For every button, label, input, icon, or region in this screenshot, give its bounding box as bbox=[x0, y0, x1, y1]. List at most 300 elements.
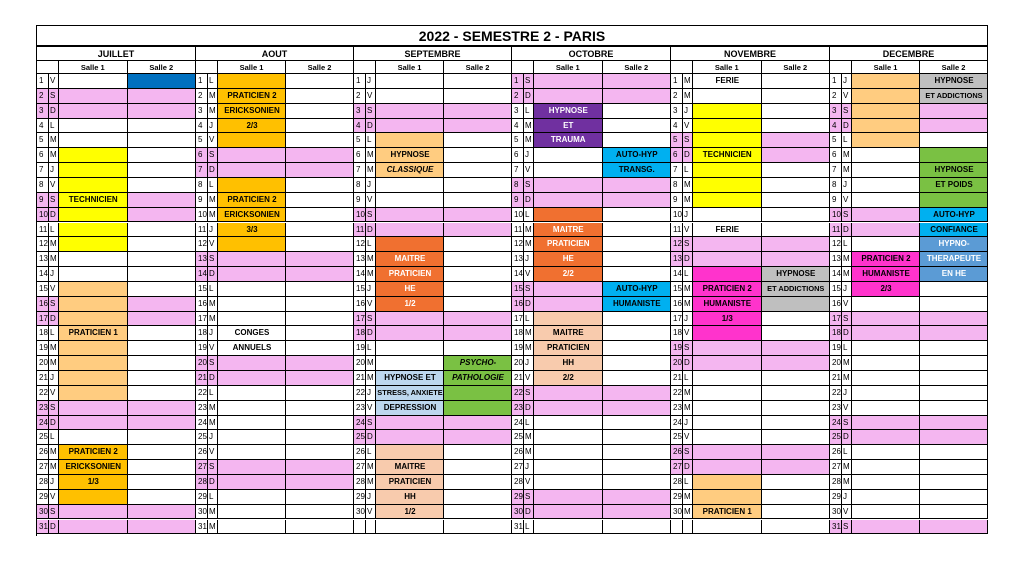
slot-salle-1[interactable] bbox=[59, 416, 128, 431]
slot-salle-2[interactable] bbox=[762, 74, 831, 89]
slot-salle-1[interactable] bbox=[59, 223, 128, 238]
slot-salle-1[interactable] bbox=[693, 208, 762, 223]
slot-salle-1[interactable] bbox=[218, 356, 286, 371]
slot-salle-1[interactable] bbox=[376, 505, 444, 520]
slot-salle-1[interactable] bbox=[534, 208, 603, 223]
slot-salle-1[interactable] bbox=[693, 104, 762, 119]
slot-salle-2[interactable] bbox=[444, 89, 512, 104]
slot-salle-1[interactable] bbox=[534, 163, 603, 178]
slot-salle-1[interactable] bbox=[376, 178, 444, 193]
slot-salle-1[interactable] bbox=[218, 237, 286, 252]
slot-salle-1[interactable] bbox=[218, 89, 286, 104]
slot-salle-2[interactable] bbox=[762, 193, 831, 208]
slot-salle-1[interactable] bbox=[852, 386, 920, 401]
slot-salle-2[interactable] bbox=[286, 237, 354, 252]
slot-salle-2[interactable] bbox=[762, 163, 831, 178]
slot-salle-1[interactable] bbox=[218, 252, 286, 267]
slot-salle-1[interactable] bbox=[693, 148, 762, 163]
slot-salle-1[interactable] bbox=[852, 520, 920, 535]
slot-salle-2[interactable] bbox=[920, 282, 988, 297]
slot-salle-1[interactable] bbox=[218, 119, 286, 134]
slot-salle-2[interactable] bbox=[762, 416, 831, 431]
slot-salle-2[interactable] bbox=[603, 475, 672, 490]
slot-salle-1[interactable] bbox=[59, 208, 128, 223]
slot-salle-2[interactable] bbox=[128, 148, 197, 163]
slot-salle-2[interactable] bbox=[444, 341, 512, 356]
slot-salle-2[interactable] bbox=[920, 89, 988, 104]
slot-salle-2[interactable] bbox=[762, 312, 831, 327]
slot-salle-2[interactable] bbox=[762, 252, 831, 267]
slot-salle-1[interactable] bbox=[218, 282, 286, 297]
slot-salle-2[interactable] bbox=[444, 193, 512, 208]
slot-salle-2[interactable] bbox=[603, 237, 672, 252]
slot-salle-1[interactable] bbox=[218, 193, 286, 208]
slot-salle-2[interactable] bbox=[128, 326, 197, 341]
slot-salle-1[interactable] bbox=[534, 520, 603, 535]
slot-salle-2[interactable] bbox=[444, 386, 512, 401]
slot-salle-1[interactable] bbox=[59, 490, 128, 505]
slot-salle-2[interactable] bbox=[286, 341, 354, 356]
slot-salle-1[interactable] bbox=[218, 386, 286, 401]
slot-salle-1[interactable] bbox=[693, 119, 762, 134]
slot-salle-2[interactable] bbox=[286, 163, 354, 178]
slot-salle-1[interactable] bbox=[218, 401, 286, 416]
slot-salle-1[interactable] bbox=[376, 460, 444, 475]
slot-salle-1[interactable] bbox=[218, 74, 286, 89]
slot-salle-2[interactable] bbox=[444, 148, 512, 163]
slot-salle-1[interactable] bbox=[534, 356, 603, 371]
slot-salle-1[interactable] bbox=[218, 416, 286, 431]
slot-salle-2[interactable] bbox=[286, 520, 354, 535]
slot-salle-2[interactable] bbox=[286, 430, 354, 445]
slot-salle-1[interactable] bbox=[852, 89, 920, 104]
slot-salle-1[interactable] bbox=[59, 401, 128, 416]
slot-salle-1[interactable] bbox=[693, 460, 762, 475]
slot-salle-1[interactable] bbox=[693, 445, 762, 460]
slot-salle-1[interactable] bbox=[218, 312, 286, 327]
slot-salle-2[interactable] bbox=[603, 445, 672, 460]
slot-salle-1[interactable] bbox=[852, 208, 920, 223]
slot-salle-1[interactable] bbox=[852, 371, 920, 386]
slot-salle-1[interactable] bbox=[376, 74, 444, 89]
slot-salle-2[interactable] bbox=[128, 193, 197, 208]
slot-salle-1[interactable] bbox=[376, 267, 444, 282]
slot-salle-2[interactable] bbox=[762, 104, 831, 119]
slot-salle-1[interactable] bbox=[693, 520, 762, 535]
slot-salle-1[interactable] bbox=[59, 104, 128, 119]
slot-salle-1[interactable] bbox=[376, 445, 444, 460]
slot-salle-2[interactable] bbox=[762, 267, 831, 282]
slot-salle-1[interactable] bbox=[376, 148, 444, 163]
slot-salle-2[interactable] bbox=[920, 520, 988, 535]
slot-salle-2[interactable] bbox=[128, 356, 197, 371]
slot-salle-1[interactable] bbox=[852, 223, 920, 238]
slot-salle-2[interactable] bbox=[128, 430, 197, 445]
slot-salle-2[interactable] bbox=[286, 401, 354, 416]
slot-salle-1[interactable] bbox=[852, 356, 920, 371]
slot-salle-2[interactable] bbox=[128, 386, 197, 401]
slot-salle-1[interactable] bbox=[59, 74, 128, 89]
slot-salle-1[interactable] bbox=[534, 133, 603, 148]
slot-salle-1[interactable] bbox=[852, 237, 920, 252]
slot-salle-2[interactable] bbox=[128, 416, 197, 431]
slot-salle-2[interactable] bbox=[762, 89, 831, 104]
slot-salle-1[interactable] bbox=[376, 119, 444, 134]
slot-salle-1[interactable] bbox=[376, 520, 444, 535]
slot-salle-2[interactable] bbox=[603, 282, 672, 297]
slot-salle-2[interactable] bbox=[286, 460, 354, 475]
slot-salle-1[interactable] bbox=[534, 401, 603, 416]
slot-salle-2[interactable] bbox=[762, 297, 831, 312]
slot-salle-2[interactable] bbox=[444, 430, 512, 445]
slot-salle-1[interactable] bbox=[693, 193, 762, 208]
slot-salle-2[interactable] bbox=[762, 475, 831, 490]
slot-salle-1[interactable] bbox=[534, 74, 603, 89]
slot-salle-1[interactable] bbox=[534, 490, 603, 505]
slot-salle-1[interactable] bbox=[218, 297, 286, 312]
slot-salle-2[interactable] bbox=[444, 208, 512, 223]
slot-salle-2[interactable] bbox=[603, 341, 672, 356]
slot-salle-2[interactable] bbox=[762, 341, 831, 356]
slot-salle-1[interactable] bbox=[693, 326, 762, 341]
slot-salle-2[interactable] bbox=[762, 401, 831, 416]
slot-salle-2[interactable] bbox=[444, 267, 512, 282]
slot-salle-1[interactable] bbox=[218, 490, 286, 505]
slot-salle-2[interactable] bbox=[920, 475, 988, 490]
slot-salle-1[interactable] bbox=[693, 163, 762, 178]
slot-salle-2[interactable] bbox=[286, 89, 354, 104]
slot-salle-1[interactable] bbox=[534, 178, 603, 193]
slot-salle-2[interactable] bbox=[920, 505, 988, 520]
slot-salle-2[interactable] bbox=[444, 133, 512, 148]
slot-salle-1[interactable] bbox=[693, 297, 762, 312]
slot-salle-2[interactable] bbox=[603, 326, 672, 341]
slot-salle-2[interactable] bbox=[286, 252, 354, 267]
slot-salle-2[interactable] bbox=[128, 341, 197, 356]
slot-salle-2[interactable] bbox=[128, 178, 197, 193]
slot-salle-2[interactable] bbox=[603, 133, 672, 148]
slot-salle-1[interactable] bbox=[59, 297, 128, 312]
slot-salle-2[interactable] bbox=[603, 505, 672, 520]
slot-salle-2[interactable] bbox=[444, 401, 512, 416]
slot-salle-2[interactable] bbox=[444, 252, 512, 267]
slot-salle-2[interactable] bbox=[603, 223, 672, 238]
slot-salle-2[interactable] bbox=[603, 401, 672, 416]
slot-salle-1[interactable] bbox=[534, 193, 603, 208]
slot-salle-2[interactable] bbox=[286, 282, 354, 297]
slot-salle-1[interactable] bbox=[59, 237, 128, 252]
slot-salle-1[interactable] bbox=[534, 104, 603, 119]
slot-salle-1[interactable] bbox=[852, 430, 920, 445]
slot-salle-1[interactable] bbox=[852, 252, 920, 267]
slot-salle-1[interactable] bbox=[534, 252, 603, 267]
slot-salle-2[interactable] bbox=[128, 119, 197, 134]
slot-salle-1[interactable] bbox=[59, 193, 128, 208]
slot-salle-1[interactable] bbox=[59, 312, 128, 327]
slot-salle-2[interactable] bbox=[603, 520, 672, 535]
slot-salle-2[interactable] bbox=[920, 193, 988, 208]
slot-salle-1[interactable] bbox=[852, 460, 920, 475]
slot-salle-1[interactable] bbox=[376, 282, 444, 297]
slot-salle-2[interactable] bbox=[920, 490, 988, 505]
slot-salle-2[interactable] bbox=[603, 252, 672, 267]
slot-salle-1[interactable] bbox=[693, 267, 762, 282]
slot-salle-2[interactable] bbox=[762, 208, 831, 223]
slot-salle-1[interactable] bbox=[534, 237, 603, 252]
slot-salle-2[interactable] bbox=[603, 267, 672, 282]
slot-salle-2[interactable] bbox=[920, 119, 988, 134]
slot-salle-2[interactable] bbox=[444, 223, 512, 238]
slot-salle-2[interactable] bbox=[128, 104, 197, 119]
slot-salle-2[interactable] bbox=[128, 252, 197, 267]
slot-salle-1[interactable] bbox=[852, 401, 920, 416]
slot-salle-2[interactable] bbox=[128, 89, 197, 104]
slot-salle-1[interactable] bbox=[376, 133, 444, 148]
slot-salle-1[interactable] bbox=[693, 341, 762, 356]
slot-salle-2[interactable] bbox=[603, 371, 672, 386]
slot-salle-1[interactable] bbox=[852, 341, 920, 356]
slot-salle-1[interactable] bbox=[852, 178, 920, 193]
slot-salle-1[interactable] bbox=[693, 401, 762, 416]
slot-salle-1[interactable] bbox=[852, 475, 920, 490]
slot-salle-1[interactable] bbox=[59, 282, 128, 297]
slot-salle-2[interactable] bbox=[920, 297, 988, 312]
slot-salle-1[interactable] bbox=[376, 341, 444, 356]
slot-salle-2[interactable] bbox=[128, 237, 197, 252]
slot-salle-2[interactable] bbox=[286, 148, 354, 163]
slot-salle-2[interactable] bbox=[286, 223, 354, 238]
slot-salle-1[interactable] bbox=[376, 356, 444, 371]
slot-salle-1[interactable] bbox=[852, 148, 920, 163]
slot-salle-1[interactable] bbox=[376, 416, 444, 431]
slot-salle-2[interactable] bbox=[286, 297, 354, 312]
slot-salle-1[interactable] bbox=[852, 119, 920, 134]
slot-salle-2[interactable] bbox=[286, 326, 354, 341]
slot-salle-2[interactable] bbox=[920, 386, 988, 401]
slot-salle-2[interactable] bbox=[444, 282, 512, 297]
slot-salle-1[interactable] bbox=[59, 326, 128, 341]
slot-salle-1[interactable] bbox=[376, 430, 444, 445]
slot-salle-1[interactable] bbox=[852, 282, 920, 297]
slot-salle-1[interactable] bbox=[59, 460, 128, 475]
slot-salle-1[interactable] bbox=[218, 430, 286, 445]
slot-salle-1[interactable] bbox=[59, 520, 128, 535]
slot-salle-1[interactable] bbox=[218, 371, 286, 386]
slot-salle-1[interactable] bbox=[376, 223, 444, 238]
slot-salle-1[interactable] bbox=[59, 430, 128, 445]
slot-salle-2[interactable] bbox=[444, 312, 512, 327]
slot-salle-1[interactable] bbox=[693, 74, 762, 89]
slot-salle-1[interactable] bbox=[534, 148, 603, 163]
slot-salle-2[interactable] bbox=[444, 356, 512, 371]
slot-salle-2[interactable] bbox=[603, 297, 672, 312]
slot-salle-2[interactable] bbox=[286, 386, 354, 401]
slot-salle-2[interactable] bbox=[286, 133, 354, 148]
slot-salle-2[interactable] bbox=[286, 312, 354, 327]
slot-salle-1[interactable] bbox=[59, 475, 128, 490]
slot-salle-1[interactable] bbox=[534, 282, 603, 297]
slot-salle-2[interactable] bbox=[603, 89, 672, 104]
slot-salle-2[interactable] bbox=[603, 490, 672, 505]
slot-salle-1[interactable] bbox=[59, 341, 128, 356]
slot-salle-1[interactable] bbox=[59, 178, 128, 193]
slot-salle-1[interactable] bbox=[218, 267, 286, 282]
slot-salle-2[interactable] bbox=[286, 104, 354, 119]
slot-salle-1[interactable] bbox=[376, 326, 444, 341]
slot-salle-2[interactable] bbox=[128, 223, 197, 238]
slot-salle-2[interactable] bbox=[128, 520, 197, 535]
slot-salle-1[interactable] bbox=[59, 163, 128, 178]
slot-salle-1[interactable] bbox=[534, 89, 603, 104]
slot-salle-2[interactable] bbox=[920, 371, 988, 386]
slot-salle-1[interactable] bbox=[693, 252, 762, 267]
slot-salle-2[interactable] bbox=[603, 178, 672, 193]
slot-salle-1[interactable] bbox=[534, 430, 603, 445]
slot-salle-1[interactable] bbox=[852, 297, 920, 312]
slot-salle-2[interactable] bbox=[603, 460, 672, 475]
slot-salle-2[interactable] bbox=[286, 119, 354, 134]
slot-salle-1[interactable] bbox=[693, 89, 762, 104]
slot-salle-1[interactable] bbox=[693, 178, 762, 193]
slot-salle-2[interactable] bbox=[762, 386, 831, 401]
slot-salle-2[interactable] bbox=[920, 312, 988, 327]
slot-salle-1[interactable] bbox=[693, 386, 762, 401]
slot-salle-2[interactable] bbox=[286, 505, 354, 520]
slot-salle-2[interactable] bbox=[762, 505, 831, 520]
slot-salle-2[interactable] bbox=[444, 74, 512, 89]
slot-salle-1[interactable] bbox=[693, 371, 762, 386]
slot-salle-1[interactable] bbox=[376, 371, 444, 386]
slot-salle-1[interactable] bbox=[376, 163, 444, 178]
slot-salle-1[interactable] bbox=[852, 133, 920, 148]
slot-salle-1[interactable] bbox=[693, 282, 762, 297]
slot-salle-1[interactable] bbox=[534, 416, 603, 431]
slot-salle-2[interactable] bbox=[286, 475, 354, 490]
slot-salle-2[interactable] bbox=[444, 416, 512, 431]
slot-salle-2[interactable] bbox=[128, 445, 197, 460]
slot-salle-2[interactable] bbox=[128, 282, 197, 297]
slot-salle-2[interactable] bbox=[603, 430, 672, 445]
slot-salle-1[interactable] bbox=[218, 460, 286, 475]
slot-salle-2[interactable] bbox=[286, 267, 354, 282]
slot-salle-2[interactable] bbox=[920, 178, 988, 193]
slot-salle-2[interactable] bbox=[128, 297, 197, 312]
slot-salle-2[interactable] bbox=[762, 282, 831, 297]
slot-salle-2[interactable] bbox=[920, 356, 988, 371]
slot-salle-2[interactable] bbox=[762, 223, 831, 238]
slot-salle-2[interactable] bbox=[920, 237, 988, 252]
slot-salle-2[interactable] bbox=[920, 416, 988, 431]
slot-salle-2[interactable] bbox=[762, 178, 831, 193]
slot-salle-1[interactable] bbox=[534, 371, 603, 386]
slot-salle-2[interactable] bbox=[128, 371, 197, 386]
slot-salle-2[interactable] bbox=[920, 208, 988, 223]
slot-salle-1[interactable] bbox=[693, 416, 762, 431]
slot-salle-2[interactable] bbox=[762, 356, 831, 371]
slot-salle-2[interactable] bbox=[920, 163, 988, 178]
slot-salle-1[interactable] bbox=[218, 163, 286, 178]
slot-salle-1[interactable] bbox=[376, 490, 444, 505]
slot-salle-2[interactable] bbox=[286, 445, 354, 460]
slot-salle-2[interactable] bbox=[128, 490, 197, 505]
slot-salle-2[interactable] bbox=[920, 430, 988, 445]
slot-salle-2[interactable] bbox=[762, 460, 831, 475]
slot-salle-2[interactable] bbox=[603, 148, 672, 163]
slot-salle-2[interactable] bbox=[444, 119, 512, 134]
slot-salle-2[interactable] bbox=[603, 163, 672, 178]
slot-salle-2[interactable] bbox=[286, 193, 354, 208]
slot-salle-1[interactable] bbox=[376, 252, 444, 267]
slot-salle-1[interactable] bbox=[693, 223, 762, 238]
slot-salle-2[interactable] bbox=[444, 520, 512, 535]
slot-salle-2[interactable] bbox=[444, 475, 512, 490]
slot-salle-1[interactable] bbox=[693, 312, 762, 327]
slot-salle-2[interactable] bbox=[128, 74, 197, 89]
slot-salle-1[interactable] bbox=[376, 401, 444, 416]
slot-salle-2[interactable] bbox=[920, 267, 988, 282]
slot-salle-2[interactable] bbox=[920, 223, 988, 238]
slot-salle-2[interactable] bbox=[444, 326, 512, 341]
slot-salle-1[interactable] bbox=[59, 252, 128, 267]
slot-salle-2[interactable] bbox=[920, 104, 988, 119]
slot-salle-2[interactable] bbox=[920, 341, 988, 356]
slot-salle-2[interactable] bbox=[128, 312, 197, 327]
slot-salle-1[interactable] bbox=[59, 133, 128, 148]
slot-salle-1[interactable] bbox=[218, 133, 286, 148]
slot-salle-1[interactable] bbox=[59, 119, 128, 134]
slot-salle-2[interactable] bbox=[128, 208, 197, 223]
slot-salle-1[interactable] bbox=[693, 237, 762, 252]
slot-salle-1[interactable] bbox=[534, 460, 603, 475]
slot-salle-1[interactable] bbox=[376, 297, 444, 312]
slot-salle-2[interactable] bbox=[444, 297, 512, 312]
slot-salle-2[interactable] bbox=[762, 430, 831, 445]
slot-salle-2[interactable] bbox=[920, 252, 988, 267]
slot-salle-1[interactable] bbox=[693, 430, 762, 445]
slot-salle-2[interactable] bbox=[920, 460, 988, 475]
slot-salle-2[interactable] bbox=[128, 163, 197, 178]
slot-salle-1[interactable] bbox=[59, 148, 128, 163]
slot-salle-1[interactable] bbox=[852, 104, 920, 119]
slot-salle-1[interactable] bbox=[534, 297, 603, 312]
slot-salle-1[interactable] bbox=[59, 267, 128, 282]
slot-salle-1[interactable] bbox=[376, 237, 444, 252]
slot-salle-1[interactable] bbox=[218, 104, 286, 119]
slot-salle-2[interactable] bbox=[920, 133, 988, 148]
slot-salle-1[interactable] bbox=[218, 223, 286, 238]
slot-salle-1[interactable] bbox=[534, 445, 603, 460]
slot-salle-2[interactable] bbox=[762, 237, 831, 252]
slot-salle-2[interactable] bbox=[286, 74, 354, 89]
slot-salle-2[interactable] bbox=[762, 148, 831, 163]
slot-salle-2[interactable] bbox=[444, 505, 512, 520]
slot-salle-2[interactable] bbox=[444, 445, 512, 460]
slot-salle-2[interactable] bbox=[444, 371, 512, 386]
slot-salle-1[interactable] bbox=[59, 386, 128, 401]
slot-salle-2[interactable] bbox=[920, 148, 988, 163]
slot-salle-2[interactable] bbox=[603, 416, 672, 431]
slot-salle-1[interactable] bbox=[59, 89, 128, 104]
slot-salle-2[interactable] bbox=[603, 119, 672, 134]
slot-salle-2[interactable] bbox=[603, 386, 672, 401]
slot-salle-1[interactable] bbox=[534, 505, 603, 520]
slot-salle-2[interactable] bbox=[762, 119, 831, 134]
slot-salle-2[interactable] bbox=[920, 401, 988, 416]
slot-salle-1[interactable] bbox=[852, 490, 920, 505]
slot-salle-2[interactable] bbox=[128, 475, 197, 490]
slot-salle-1[interactable] bbox=[59, 356, 128, 371]
slot-salle-1[interactable] bbox=[534, 475, 603, 490]
